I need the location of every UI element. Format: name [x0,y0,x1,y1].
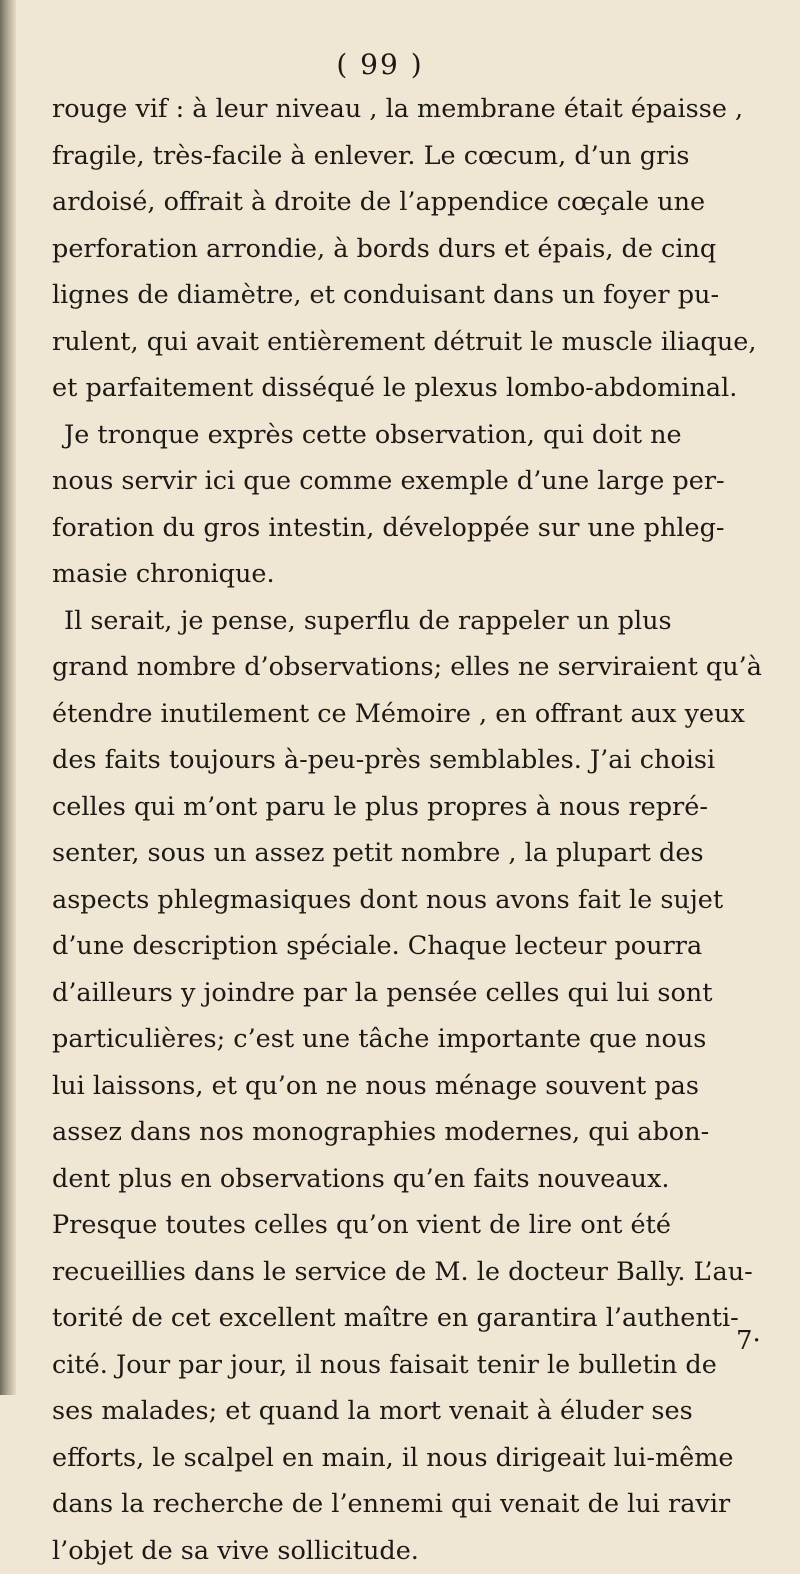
text-line: l’objet de sa vive sollicitude. [52,1528,782,1574]
text-line: rulent, qui avait entièrement détruit le muscle iliaque, [52,319,782,366]
text-line: des faits toujours à-peu-près semblables. J’ai choisi [52,737,782,784]
text-line: grand nombre d’observations; elles ne serviraient qu’à [52,644,782,691]
page-number: ( 99 ) [0,48,760,81]
text-line: dans la recherche de l’ennemi qui venait de lui ravir [52,1481,782,1528]
text-line: Il serait, je pense, superflu de rappeler un plus [52,598,782,645]
text-line: assez dans nos monographies modernes, qui abon- [52,1109,782,1156]
text-line: Je tronque exprès cette observation, qui doit ne [52,412,782,459]
text-line: perforation arrondie, à bords durs et épais, de cinq [52,226,782,273]
text-line: foration du gros intestin, développée sur une phleg- [52,505,782,552]
text-line: lui laissons, et qu’on ne nous ménage souvent pas [52,1063,782,1110]
text-line: efforts, le scalpel en main, il nous dirigeait lui-même [52,1435,782,1482]
text-line: particulières; c’est une tâche importante que nous [52,1016,782,1063]
text-line: d’ailleurs y joindre par la pensée celles qui lui sont [52,970,782,1017]
text-line: masie chronique. [52,551,782,598]
text-line: celles qui m’ont paru le plus propres à nous repré- [52,784,782,831]
text-line: Presque toutes celles qu’on vient de lire ont été [52,1202,782,1249]
text-line: d’une description spéciale. Chaque lecteur pourra [52,923,782,970]
text-line: nous servir ici que comme exemple d’une large per- [52,458,782,505]
text-line: recueillies dans le service de M. le docteur Bally. L’au- [52,1249,782,1296]
text-line: cité. Jour par jour, il nous faisait tenir le bulletin de [52,1342,782,1389]
signature-mark: 7· [736,1326,761,1356]
text-line: dent plus en observations qu’en faits nouveaux. [52,1156,782,1203]
body-text [52,86,782,1574]
text-line: étendre inutilement ce Mémoire , en offrant aux yeux [52,691,782,738]
text-line: fragile, très-facile à enlever. Le cœcum, d’un gris [52,133,782,180]
text-line: rouge vif : à leur niveau , la membrane était épaisse , [52,86,782,133]
text-line: ardoisé, offrait à droite de l’appendice cœçale une [52,179,782,226]
text-line: ses malades; et quand la mort venait à éluder ses [52,1388,782,1435]
text-line: aspects phlegmasiques dont nous avons fait le sujet [52,877,782,924]
text-line: torité de cet excellent maître en garantira l’authenti- [52,1295,782,1342]
page-binding-edge [0,0,16,1395]
text-line: lignes de diamètre, et conduisant dans un foyer pu- [52,272,782,319]
text-line: senter, sous un assez petit nombre , la plupart des [52,830,782,877]
text-line: et parfaitement disséqué le plexus lombo-abdominal. [52,365,782,412]
